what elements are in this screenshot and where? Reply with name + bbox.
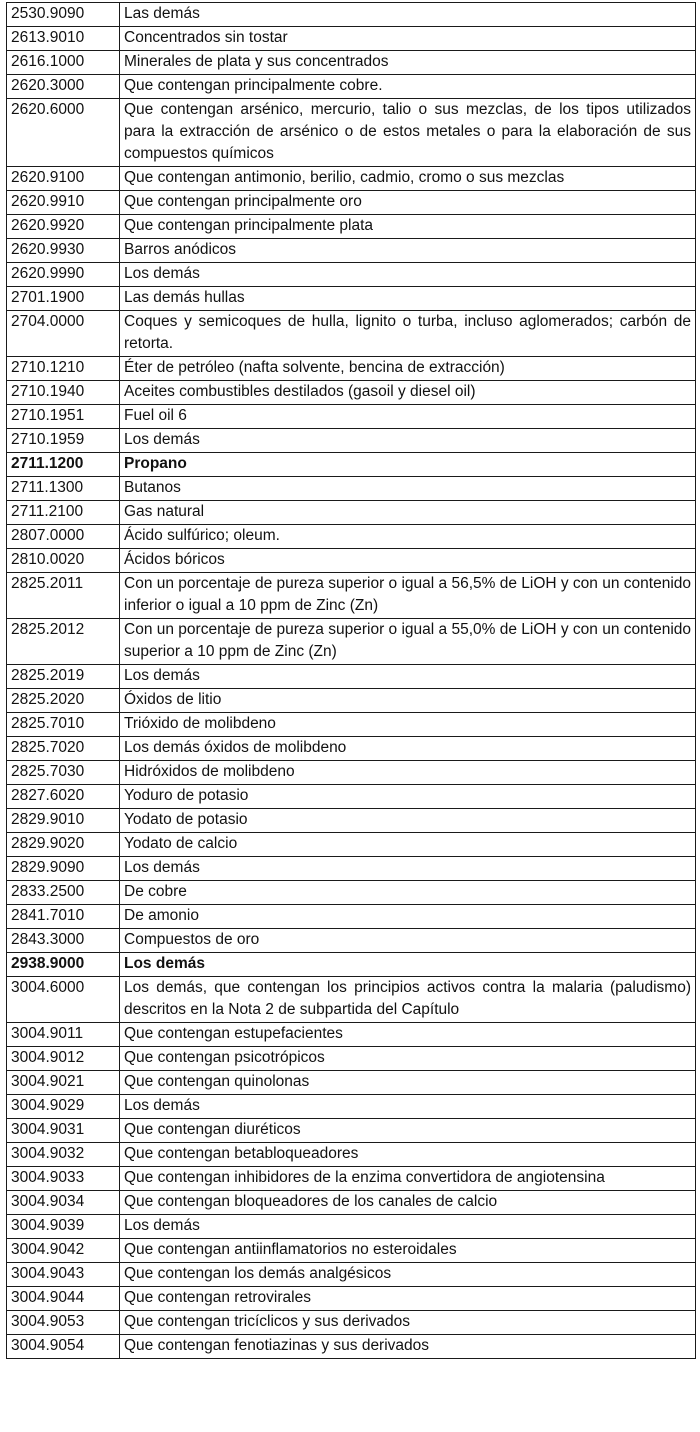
tariff-code-cell: 2829.9090 — [7, 857, 120, 881]
description-cell: Minerales de plata y sus concentrados — [120, 51, 696, 75]
tariff-code-cell: 2825.2011 — [7, 573, 120, 619]
tariff-code-cell: 2710.1940 — [7, 381, 120, 405]
tariff-code-cell: 2829.9010 — [7, 809, 120, 833]
table-row — [7, 453, 696, 477]
tariff-code-cell: 2829.9020 — [7, 833, 120, 857]
description-cell: Coques y semicoques de hulla, lignito o turba, incluso aglomerados; carbón de retorta. — [120, 311, 696, 357]
description-cell: Que contengan diuréticos — [120, 1119, 696, 1143]
tariff-code-cell: 3004.9043 — [7, 1263, 120, 1287]
table-row — [7, 27, 696, 51]
description-cell: Ácidos bóricos — [120, 549, 696, 573]
description-cell: Los demás, que contengan los principios activos contra la malaria (paludismo) descritos en la Nota 2 de subpartida del Capítulo — [120, 977, 696, 1023]
table-row — [7, 75, 696, 99]
table-row — [7, 905, 696, 929]
tariff-code-cell: 2810.0020 — [7, 549, 120, 573]
table-row — [7, 1095, 696, 1119]
table-row — [7, 1263, 696, 1287]
description-cell: Aceites combustibles destilados (gasoil y diesel oil) — [120, 381, 696, 405]
description-cell: Gas natural — [120, 501, 696, 525]
tariff-code-cell: 2825.7020 — [7, 737, 120, 761]
tariff-code-cell: 2938.9000 — [7, 953, 120, 977]
tariff-code-cell: 2843.3000 — [7, 929, 120, 953]
description-cell: Yodato de potasio — [120, 809, 696, 833]
description-cell: Las demás — [120, 3, 696, 27]
tariff-code-cell: 3004.9031 — [7, 1119, 120, 1143]
table-row — [7, 525, 696, 549]
table-row — [7, 3, 696, 27]
description-cell: De cobre — [120, 881, 696, 905]
description-cell: Que contengan principalmente cobre. — [120, 75, 696, 99]
description-cell: Los demás — [120, 1095, 696, 1119]
tariff-code-cell: 2825.7010 — [7, 713, 120, 737]
table-row — [7, 167, 696, 191]
tariff-code-cell: 3004.9039 — [7, 1215, 120, 1239]
description-cell: Los demás — [120, 665, 696, 689]
description-cell: Las demás hullas — [120, 287, 696, 311]
description-cell: Yodato de calcio — [120, 833, 696, 857]
table-row — [7, 287, 696, 311]
table-row — [7, 1335, 696, 1359]
description-cell: De amonio — [120, 905, 696, 929]
table-row — [7, 191, 696, 215]
tariff-code-cell: 2620.9930 — [7, 239, 120, 263]
table-row — [7, 619, 696, 665]
description-cell: Que contengan principalmente plata — [120, 215, 696, 239]
table-row — [7, 833, 696, 857]
tariff-code-cell: 2530.9090 — [7, 3, 120, 27]
table-row — [7, 761, 696, 785]
table-row — [7, 1311, 696, 1335]
description-cell: Fuel oil 6 — [120, 405, 696, 429]
tariff-code-cell: 3004.9033 — [7, 1167, 120, 1191]
description-cell: Que contengan fenotiazinas y sus derivados — [120, 1335, 696, 1359]
description-cell: Yoduro de potasio — [120, 785, 696, 809]
tariff-code-cell: 2827.6020 — [7, 785, 120, 809]
description-cell: Que contengan inhibidores de la enzima convertidora de angiotensina — [120, 1167, 696, 1191]
tariff-code-cell: 3004.6000 — [7, 977, 120, 1023]
tariff-code-cell: 2825.7030 — [7, 761, 120, 785]
table-row — [7, 737, 696, 761]
description-cell: Que contengan antiinflamatorios no esteroidales — [120, 1239, 696, 1263]
description-cell: Los demás — [120, 953, 696, 977]
table-row — [7, 381, 696, 405]
table-row — [7, 929, 696, 953]
table-row — [7, 1287, 696, 1311]
tariff-code-cell: 2825.2019 — [7, 665, 120, 689]
tariff-code-cell: 3004.9042 — [7, 1239, 120, 1263]
description-cell: Los demás — [120, 1215, 696, 1239]
description-cell: Propano — [120, 453, 696, 477]
table-row — [7, 785, 696, 809]
tariff-code-cell: 2620.9990 — [7, 263, 120, 287]
table-row — [7, 713, 696, 737]
table-row — [7, 881, 696, 905]
tariff-code-cell: 2620.6000 — [7, 99, 120, 167]
tariff-code-cell: 2616.1000 — [7, 51, 120, 75]
tariff-code-cell: 2841.7010 — [7, 905, 120, 929]
tariff-code-cell: 3004.9021 — [7, 1071, 120, 1095]
tariff-code-cell: 3004.9011 — [7, 1023, 120, 1047]
table-row — [7, 665, 696, 689]
description-cell: Éter de petróleo (nafta solvente, bencina de extracción) — [120, 357, 696, 381]
tariff-code-cell: 3004.9029 — [7, 1095, 120, 1119]
table-row — [7, 1119, 696, 1143]
description-cell: Los demás óxidos de molibdeno — [120, 737, 696, 761]
description-cell: Con un porcentaje de pureza superior o igual a 56,5% de LiOH y con un contenido inferior o igual a 10 ppm de Zinc (Zn) — [120, 573, 696, 619]
tariff-code-cell: 2710.1959 — [7, 429, 120, 453]
tariff-code-cell: 2711.2100 — [7, 501, 120, 525]
description-cell: Ácido sulfúrico; oleum. — [120, 525, 696, 549]
table-row — [7, 953, 696, 977]
table-row — [7, 99, 696, 167]
table-row — [7, 429, 696, 453]
tariff-code-cell: 2620.9920 — [7, 215, 120, 239]
description-cell: Óxidos de litio — [120, 689, 696, 713]
description-cell: Butanos — [120, 477, 696, 501]
tariff-code-cell: 2825.2020 — [7, 689, 120, 713]
tariff-code-cell: 2710.1951 — [7, 405, 120, 429]
table-row — [7, 1071, 696, 1095]
table-row — [7, 51, 696, 75]
description-cell: Hidróxidos de molibdeno — [120, 761, 696, 785]
table-row — [7, 1191, 696, 1215]
table-row — [7, 1167, 696, 1191]
table-row — [7, 689, 696, 713]
table-row — [7, 311, 696, 357]
tariff-code-cell: 3004.9032 — [7, 1143, 120, 1167]
tariff-code-cell: 2701.1900 — [7, 287, 120, 311]
tariff-code-cell: 3004.9054 — [7, 1335, 120, 1359]
description-cell: Que contengan los demás analgésicos — [120, 1263, 696, 1287]
tariff-table-body — [7, 3, 696, 1359]
description-cell: Con un porcentaje de pureza superior o igual a 55,0% de LiOH y con un contenido superior a 10 ppm de Zinc (Zn) — [120, 619, 696, 665]
tariff-code-cell: 2807.0000 — [7, 525, 120, 549]
table-row — [7, 857, 696, 881]
description-cell: Barros anódicos — [120, 239, 696, 263]
table-row — [7, 263, 696, 287]
tariff-code-cell: 2710.1210 — [7, 357, 120, 381]
tariff-code-cell: 2620.3000 — [7, 75, 120, 99]
tariff-code-cell: 3004.9044 — [7, 1287, 120, 1311]
table-row — [7, 501, 696, 525]
tariff-code-cell: 3004.9012 — [7, 1047, 120, 1071]
tariff-code-cell: 2833.2500 — [7, 881, 120, 905]
description-cell: Que contengan tricíclicos y sus derivados — [120, 1311, 696, 1335]
table-row — [7, 1215, 696, 1239]
table-row — [7, 405, 696, 429]
tariff-code-cell: 2711.1200 — [7, 453, 120, 477]
description-cell: Que contengan arsénico, mercurio, talio o sus mezclas, de los tipos utilizados para la extracción de arsénico o de estos metales o para la elaboración de sus compuestos químicos — [120, 99, 696, 167]
description-cell: Que contengan quinolonas — [120, 1071, 696, 1095]
description-cell: Que contengan antimonio, berilio, cadmio, cromo o sus mezclas — [120, 167, 696, 191]
table-row — [7, 1047, 696, 1071]
description-cell: Que contengan betabloqueadores — [120, 1143, 696, 1167]
table-row — [7, 357, 696, 381]
table-row — [7, 1143, 696, 1167]
tariff-code-cell: 2613.9010 — [7, 27, 120, 51]
tariff-code-cell: 2620.9910 — [7, 191, 120, 215]
table-row — [7, 549, 696, 573]
description-cell: Que contengan estupefacientes — [120, 1023, 696, 1047]
description-cell: Los demás — [120, 429, 696, 453]
description-cell: Los demás — [120, 857, 696, 881]
tariff-code-cell: 3004.9053 — [7, 1311, 120, 1335]
table-row — [7, 977, 696, 1023]
description-cell: Que contengan psicotrópicos — [120, 1047, 696, 1071]
description-cell: Que contengan bloqueadores de los canales de calcio — [120, 1191, 696, 1215]
description-cell: Que contengan retrovirales — [120, 1287, 696, 1311]
tariff-table — [6, 2, 696, 1359]
description-cell: Concentrados sin tostar — [120, 27, 696, 51]
table-row — [7, 215, 696, 239]
description-cell: Los demás — [120, 263, 696, 287]
tariff-code-cell: 2620.9100 — [7, 167, 120, 191]
table-row — [7, 477, 696, 501]
table-row — [7, 239, 696, 263]
table-row — [7, 1239, 696, 1263]
description-cell: Trióxido de molibdeno — [120, 713, 696, 737]
description-cell: Que contengan principalmente oro — [120, 191, 696, 215]
table-row — [7, 809, 696, 833]
table-row — [7, 1023, 696, 1047]
tariff-code-cell: 2704.0000 — [7, 311, 120, 357]
tariff-code-cell: 2711.1300 — [7, 477, 120, 501]
tariff-code-cell: 2825.2012 — [7, 619, 120, 665]
tariff-code-cell: 3004.9034 — [7, 1191, 120, 1215]
table-row — [7, 573, 696, 619]
description-cell: Compuestos de oro — [120, 929, 696, 953]
